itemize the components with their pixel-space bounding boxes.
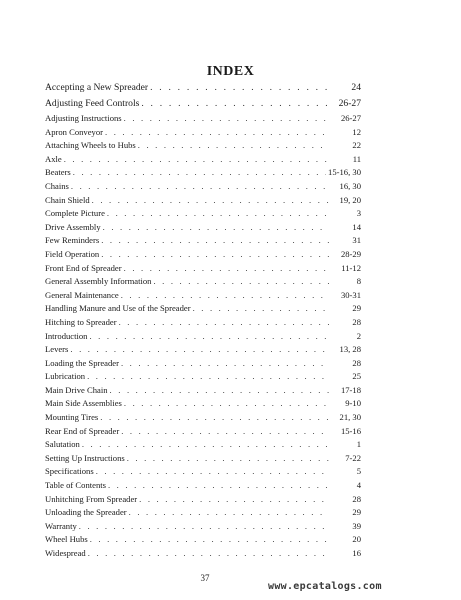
index-entry-pages: 24 [351,82,361,93]
index-entry [45,276,361,290]
leader-dots [121,426,329,436]
index-entry-label: Few Reminders [45,235,100,246]
index-entry-pages: 31 [352,235,361,246]
leader-dots [129,507,329,517]
leader-dots [193,303,329,313]
index-entry-pages: 28 [352,316,361,327]
index-entry-label: Rear End of Spreader [45,425,120,436]
index-entry [45,548,361,562]
index-entry-label: Levers [45,344,69,355]
leader-dots [64,154,329,164]
index-entry [45,113,361,127]
index-entry-pages: 16 [352,548,361,558]
index-entry [45,385,361,399]
leader-dots [119,317,329,327]
index-entry [45,154,361,168]
leader-dots [121,290,329,300]
index-entry-label: Front End of Spreader [45,262,122,273]
index-entry-pages: 4 [356,480,361,491]
index-entry-label: Apron Conveyor [45,126,103,137]
page-title: INDEX [206,64,255,79]
index-entry-label: Loading the Spreader [45,357,119,368]
index-entry-label: General Maintenance [45,289,119,300]
index-entry-pages: 7-22 [345,452,361,463]
index-entry-pages: 17-18 [340,384,361,395]
index-entry-pages: 2 [356,330,361,341]
index-entry-label: Main Side Assemblies [45,398,122,409]
index-entry-pages: 21, 30 [339,412,361,423]
leader-dots [101,235,329,245]
leader-dots [96,466,329,476]
index-entry-label: Complete Picture [45,208,105,219]
index-entry [45,140,361,154]
index-entry [45,344,361,358]
index-entry [45,494,361,508]
index-entry [45,127,361,141]
index-entry [45,249,361,263]
index-entry [45,426,361,440]
leader-dots [71,181,329,191]
leader-dots [124,113,329,123]
index-entry-pages: 11 [352,153,361,164]
index-entry-label: Widespread [45,548,86,558]
index-entry-pages: 11-12 [341,262,361,273]
index-entry-label: Adjusting Feed Controls [45,97,140,109]
index-entry [45,358,361,372]
watermark-text: www.epcatalogs.com [268,581,382,592]
index-entry [45,303,361,317]
index-entry-label: Mounting Tires [45,412,99,423]
index-entry [45,317,361,331]
index-entry [45,167,361,181]
index-entry-pages: 15-16, 30 [328,167,361,178]
leader-dots [101,249,329,259]
index-entry [45,466,361,480]
index-entry-pages: 5 [356,466,361,477]
index-entry-label: Chains [45,180,69,191]
index-entry [45,507,361,521]
leader-dots [90,534,329,544]
leader-dots [100,412,329,422]
index-entry [45,181,361,195]
index-entry-pages: 15-16 [340,425,361,436]
index-entry [45,453,361,467]
index-entry-pages: 39 [352,520,361,531]
index-entry-pages: 3 [356,208,361,219]
index-entry [45,521,361,535]
index-entry-label: Chain Shield [45,194,90,205]
leader-dots [89,331,329,341]
index-entry [45,222,361,236]
index-entry-label: Salutation [45,439,80,450]
index-entry-label: Unhitching From Spreader [45,493,138,504]
index-entry-pages: 26-27 [338,97,361,109]
leader-dots [82,439,329,449]
leader-dots [87,371,329,381]
index-entry-pages: 30-31 [340,289,361,300]
leader-dots [110,385,329,395]
index-entry-pages: 25 [352,371,361,382]
index-entry-label: Main Drive Chain [45,384,108,395]
index-entry-label: Specifications [45,466,94,477]
leader-dots [107,208,329,218]
index-entry-pages: 8 [356,276,361,287]
leader-dots [103,222,329,232]
leader-dots [139,494,329,504]
index-entry-pages: 22 [352,140,361,151]
index-entry [45,331,361,345]
index-entry-pages: 28-29 [340,248,361,259]
index-entry [45,439,361,453]
leader-dots [150,82,329,93]
index-entry-pages: 20 [352,534,361,545]
leader-dots [105,127,329,137]
index-entry-pages: 19, 20 [339,194,361,205]
index-entry-pages: 29 [352,303,361,314]
leader-dots [121,358,329,368]
leader-dots [108,480,329,490]
index-entry-label: Lubrication [45,371,86,382]
index-entry-label: Table of Contents [45,480,106,491]
index-entry [45,480,361,494]
index-entry [45,398,361,412]
index-entry [45,82,361,98]
leader-dots [88,548,329,558]
index-entry-label: Field Operation [45,248,100,259]
index-entry-label: Warranty [45,520,77,531]
index-entry-pages: 29 [352,507,361,518]
leader-dots [79,521,329,531]
index-entry-label: Accepting a New Spreader [45,82,149,93]
index-entry-label: Hitching to Spreader [45,316,117,327]
index-entry-label: Beaters [45,167,71,178]
index-entry-label: Axle [45,153,62,164]
index-entry-pages: 1 [356,439,361,450]
index-entry-label: Setting Up Instructions [45,452,125,463]
index-entry-label: Handling Manure and Use of the Spreader [45,303,191,314]
index-entry-label: Adjusting Instructions [45,113,122,123]
leader-dots [70,344,329,354]
index-entry [45,263,361,277]
leader-dots [124,263,329,273]
index-entry [45,534,361,548]
leader-dots [127,453,329,463]
leader-dots [138,140,329,150]
index-entry-label: Attaching Wheels to Hubs [45,140,136,151]
index-list [45,82,361,562]
index-entry [45,98,361,114]
index-entry [45,412,361,426]
index-entry-label: Drive Assembly [45,221,101,232]
index-entry-pages: 26-27 [340,113,361,123]
index-entry-pages: 9-10 [345,398,361,409]
index-entry [45,208,361,222]
index-entry [45,371,361,385]
leader-dots [141,98,329,109]
index-entry-pages: 28 [352,493,361,504]
index-entry-pages: 14 [352,221,361,232]
index-entry-label: General Assembly Information [45,276,152,287]
index-entry-pages: 12 [352,126,361,137]
index-entry-label: Introduction [45,330,88,341]
index-entry-pages: 16, 30 [339,180,361,191]
leader-dots [73,167,326,177]
index-entry-label: Wheel Hubs [45,534,88,545]
leader-dots [92,195,329,205]
index-entry-label: Unloading the Spreader [45,507,127,518]
leader-dots [124,398,329,408]
index-entry [45,235,361,249]
index-entry [45,195,361,209]
leader-dots [153,276,329,286]
index-entry-pages: 13, 28 [339,344,361,355]
index-entry [45,290,361,304]
page-number: 37 [200,573,210,583]
index-entry-pages: 28 [352,357,361,368]
